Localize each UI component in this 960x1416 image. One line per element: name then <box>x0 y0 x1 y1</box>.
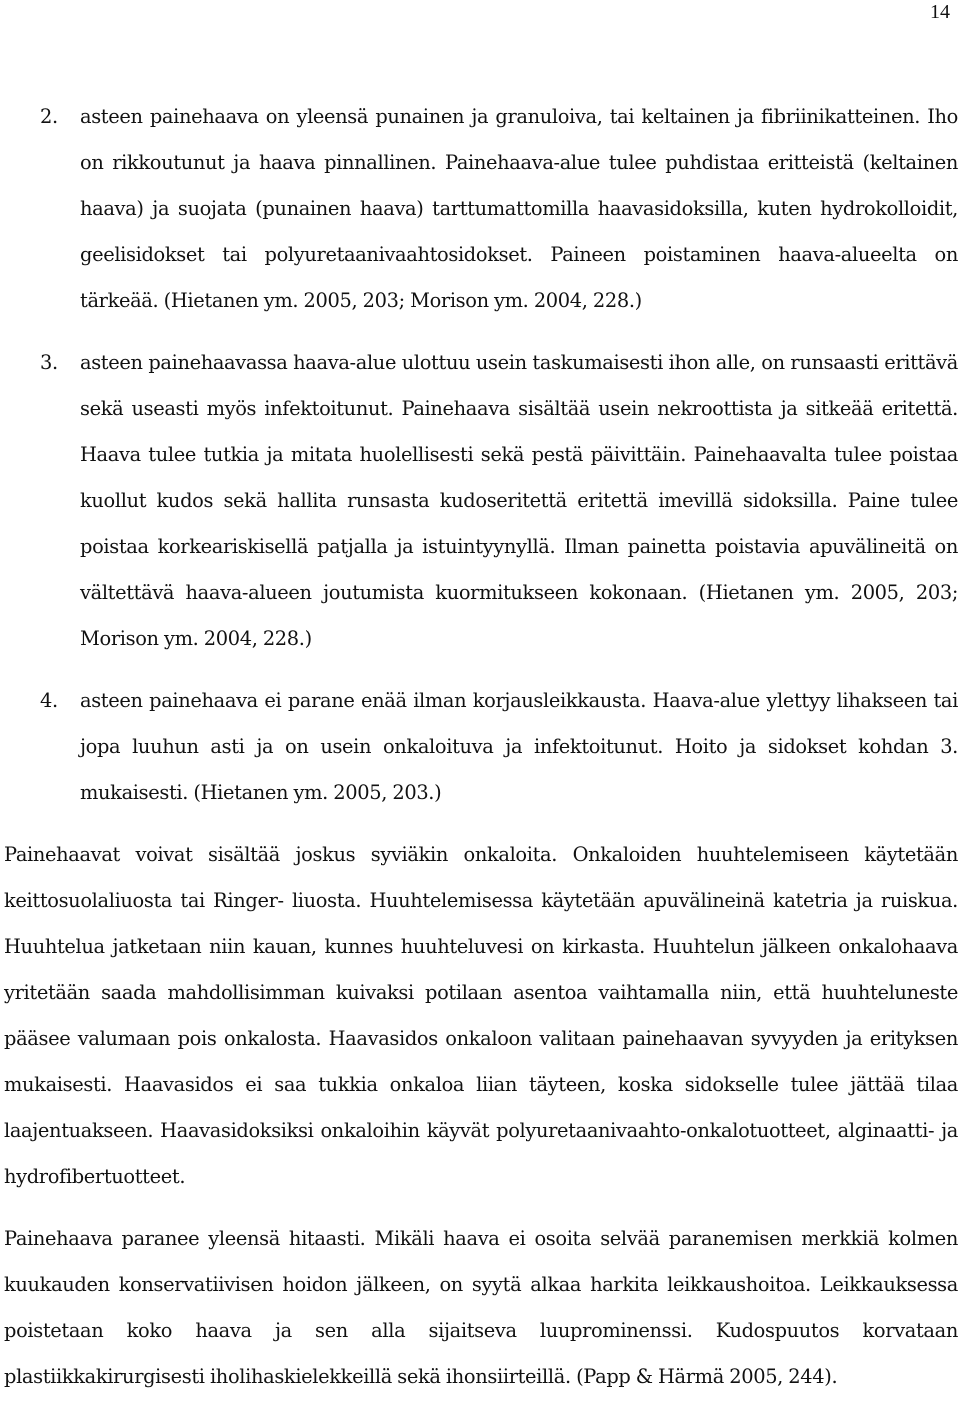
list-item-text: asteen painehaavassa haava-alue ulottuu usein taskumaisesti ihon alle, on runsaasti erittävä sekä useasti myös infektoitunut. Painehaava sisältää usein nekroottista ja sitkeää eritettä. Haava tulee tutkia ja mitata huolellisesti sekä pestä päivittäin. Painehaavalta tulee poistaa kuollut kudos sekä hallita runsasta kudoseritettä eritettä imevillä sidoksilla. Paine tulee poistaa korkeariskisellä patjalla ja istuintyynyllä. Ilman painetta poistavia apuvälineitä on vältettävä haava-alueen joutumista kuormitukseen kokonaan. (Hietanen ym. 2005, 203; Morison ym. 2004, 228.) <box>80 351 958 650</box>
list-item-stage-4 <box>4 678 958 816</box>
list-item-stage-2 <box>4 94 958 324</box>
paragraph-healing-surgery: Painehaava paranee yleensä hitaasti. Mikäli haava ei osoita selvää paranemisen merkkiä kolmen kuukauden konservatiivisen hoidon jälkeen, on syytä alkaa harkita leikkaushoitoa. Leikkauksessa poistetaan koko haava ja sen alla sijaitseva luuprominenssi. Kudospuutos korvataan plastiikkakirurgisesti iholihaskielekkeillä sekä ihonsiirteillä. (Papp & Härmä 2005, 244). <box>4 1227 958 1388</box>
page-body <box>4 94 958 1416</box>
list-item-text: asteen painehaava ei parane enää ilman korjausleikkausta. Haava-alue ylettyy lihakseen tai jopa luuhun asti ja on usein onkaloituva ja infektoitunut. Hoito ja sidokset kohdan 3. mukaisesti. (Hietanen ym. 2005, 203.) <box>80 689 958 804</box>
list-item-number: 4. <box>40 689 58 712</box>
list-item-text: asteen painehaava on yleensä punainen ja granuloiva, tai keltainen ja fibriinikatteinen. Iho on rikkoutunut ja haava pinnallinen. Painehaava-alue tulee puhdistaa eritteistä (keltainen haava) ja suojata (punainen haava) tarttumattomilla haavasidoksilla, kuten hydrokolloidit, geelisidokset tai polyuretaanivaahtosidokset. Paineen poistaminen haava-alueelta on tärkeää. (Hietanen ym. 2005, 203; Morison ym. 2004, 228.) <box>80 105 958 312</box>
page-number: 14 <box>930 1 950 23</box>
list-item-number: 3. <box>40 351 58 374</box>
paragraph-cavity-wounds: Painehaavat voivat sisältää joskus syviäkin onkaloita. Onkaloiden huuhtelemiseen käytetään keittosuolaliuosta tai Ringer- liuosta. Huuhtelemisessa käytetään apuvälineinä katetria ja ruiskua. Huuhtelua jatketaan niin kauan, kunnes huuhteluvesi on kirkasta. Huuhtelun jälkeen onkalohaava yritetään saada mahdollisimman kuivaksi potilaan asentoa vaihtamalla niin, että huuhteluneste pääsee valumaan pois onkalosta. Haavasidos onkaloon valitaan painehaavan syvyyden ja erityksen mukaisesti. Haavasidos ei saa tukkia onkaloa liian täyteen, koska sidokselle tulee jättää tilaa laajentuakseen. Haavasidoksiksi onkaloihin käyvät polyuretaanivaahto-onkalotuotteet, alginaatti- ja hydrofibertuotteet. <box>4 843 958 1188</box>
list-item-stage-3 <box>4 340 958 662</box>
list-item-number: 2. <box>40 105 58 128</box>
